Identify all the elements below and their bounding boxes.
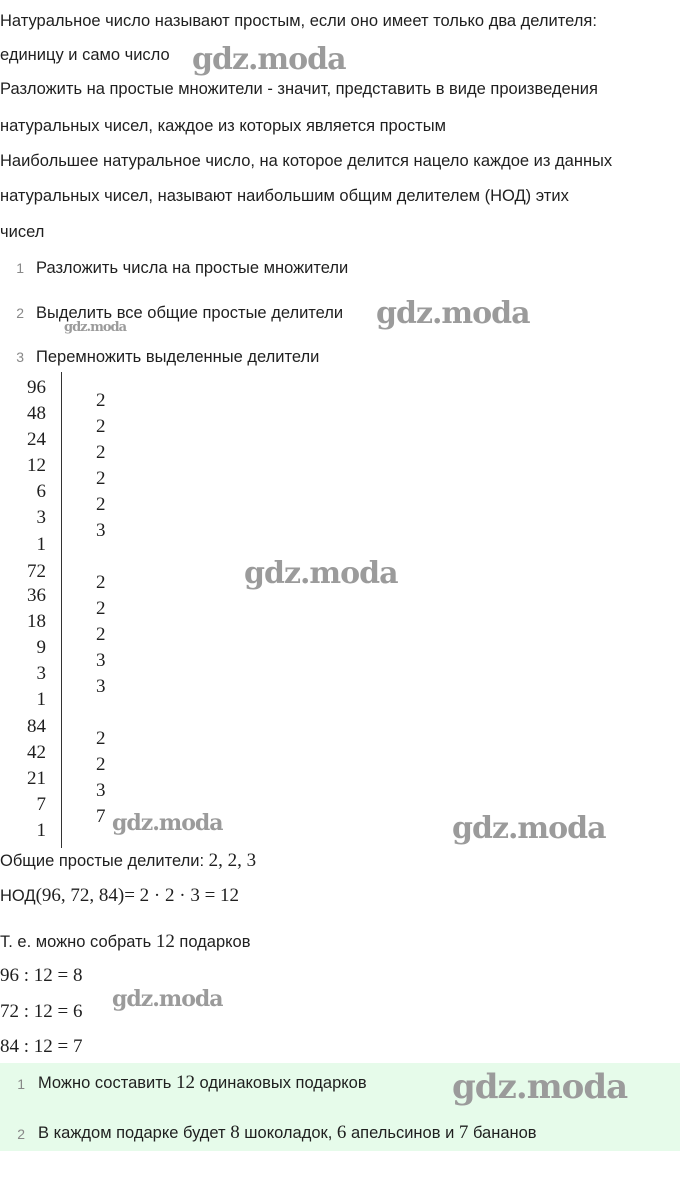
dividend: 42	[27, 742, 46, 763]
step-text: Перемножить выделенные делители	[36, 348, 320, 366]
answer-post: одинаковых подарков	[194, 1074, 367, 1092]
dividend: 3	[36, 507, 46, 528]
dividend: 1	[36, 820, 46, 841]
prime-factor: 3	[96, 650, 106, 671]
gifts-post: подарков	[174, 933, 251, 951]
watermark: gdz.moda	[64, 320, 127, 335]
watermark: gdz.moda	[192, 42, 346, 77]
division-line: 84 : 12 = 7	[0, 1036, 83, 1057]
dividend: 6	[36, 481, 46, 502]
watermark: gdz.moda	[452, 1067, 628, 1107]
definition-prime-line2: единицу и само число	[0, 46, 170, 64]
step-number: 3	[16, 349, 24, 365]
common-divisors-label: Общие простые делители:	[0, 852, 209, 870]
prime-factor: 3	[96, 676, 106, 697]
prime-factor: 2	[96, 494, 106, 515]
definition-factorize-line2: натуральных чисел, каждое из которых является простым	[0, 117, 446, 135]
common-divisors	[0, 851, 256, 871]
division-line: 72 : 12 = 6	[0, 1001, 83, 1022]
answer-post: бананов	[468, 1124, 537, 1142]
dividend: 1	[36, 689, 46, 710]
dividend: 9	[36, 637, 46, 658]
answer-number-value: 12	[175, 1072, 195, 1093]
prime-factor: 2	[96, 390, 106, 411]
watermark: gdz.moda	[112, 986, 223, 1012]
definition-factorize-line1: Разложить на простые множители - значит, представить в виде произведения	[0, 80, 598, 98]
dividend: 72	[27, 561, 46, 582]
gcd-value: (96, 72, 84)= 2 · 2 · 3 = 12	[35, 885, 240, 906]
dividend: 12	[27, 455, 46, 476]
step-text: Разложить числа на простые множители	[36, 259, 349, 277]
dividend: 36	[27, 585, 46, 606]
division-line: 96 : 12 = 8	[0, 965, 83, 986]
answer-value: 8	[230, 1122, 240, 1143]
gcd-label: НОД	[0, 887, 36, 905]
gifts-count-line	[0, 932, 250, 952]
dividend: 24	[27, 429, 46, 450]
answer-text	[38, 1123, 537, 1143]
prime-factor: 2	[96, 728, 106, 749]
prime-factor: 3	[96, 780, 106, 801]
definition-gcd-line2: натуральных чисел, называют наибольшим общим делителем (НОД) этих	[0, 187, 569, 205]
step-number: 1	[16, 260, 24, 276]
answer-value: 7	[458, 1122, 469, 1143]
answer-mid: шоколадок,	[239, 1124, 337, 1142]
prime-factor: 3	[96, 520, 106, 541]
step-number: 2	[16, 305, 24, 321]
prime-factor: 2	[96, 468, 106, 489]
definition-gcd-line1: Наибольшее натуральное число, на которое делится нацело каждое из данных	[0, 152, 613, 170]
dividend: 84	[27, 716, 46, 737]
dividend: 18	[27, 611, 46, 632]
step-text: Выделить все общие простые делители	[36, 304, 344, 322]
prime-factor: 2	[96, 598, 106, 619]
gifts-number: 12	[155, 931, 175, 952]
prime-factor: 2	[96, 572, 106, 593]
watermark: gdz.moda	[376, 296, 530, 331]
answer-mid: апельсинов и	[346, 1124, 459, 1142]
gifts-pre: Т. е. можно собрать	[0, 933, 156, 951]
definition-gcd-line3: чисел	[0, 223, 45, 241]
dividend: 1	[36, 534, 46, 555]
dividend: 3	[36, 663, 46, 684]
common-divisors-value: 2, 2, 3	[208, 850, 257, 871]
watermark: gdz.moda	[112, 810, 223, 836]
prime-factor: 2	[96, 754, 106, 775]
watermark: gdz.moda	[244, 556, 398, 591]
answer-pre: Можно составить	[38, 1074, 176, 1092]
answer-number: 2	[17, 1126, 25, 1142]
answer-number: 1	[17, 1076, 25, 1092]
factorization-divider-line	[61, 372, 62, 848]
prime-factor: 2	[96, 442, 106, 463]
definition-prime-line1: Натуральное число называют простым, если оно имеет только два делителя:	[0, 12, 597, 30]
answer-value: 6	[336, 1122, 347, 1143]
dividend: 21	[27, 768, 46, 789]
answer-text	[38, 1073, 367, 1093]
gcd-expression	[0, 886, 239, 906]
dividend: 48	[27, 403, 46, 424]
answer-pre: В каждом подарке будет	[38, 1124, 231, 1142]
prime-factor: 2	[96, 416, 106, 437]
dividend: 7	[36, 794, 46, 815]
dividend: 96	[27, 377, 46, 398]
watermark: gdz.moda	[452, 811, 606, 846]
prime-factor: 2	[96, 624, 106, 645]
prime-factor: 7	[96, 806, 106, 827]
